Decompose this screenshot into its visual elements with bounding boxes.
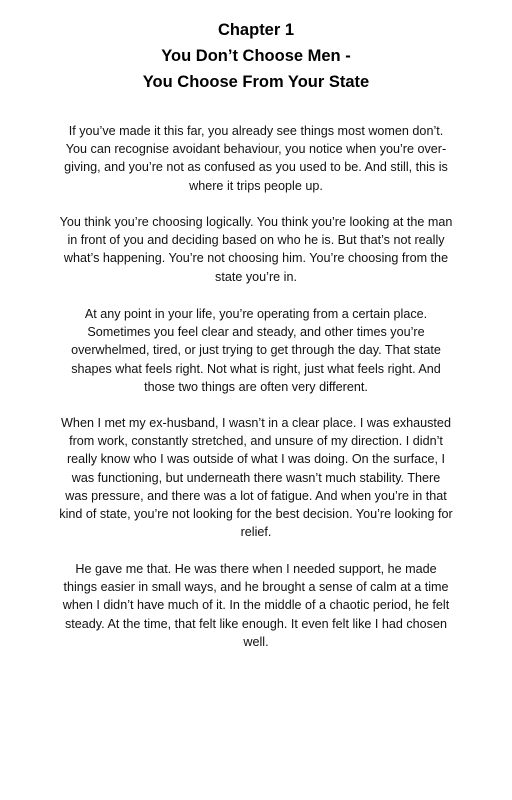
paragraph-line: Sometimes you feel clear and steady, and other times you’re bbox=[87, 325, 425, 340]
paragraph-line: what’s happening. You’re not choosing him. You’re choosing from the bbox=[63, 251, 449, 266]
paragraph-line: well. bbox=[243, 634, 269, 649]
paragraph-line: shapes what feels right. Not what is right, just what feels right. And bbox=[71, 361, 441, 376]
paragraph-5 bbox=[0, 560, 512, 651]
paragraph-line: was functioning, but underneath there wasn’t much stability. There bbox=[71, 470, 441, 485]
paragraph-line: You can recognise avoidant behaviour, you notice when you’re over- bbox=[65, 142, 447, 157]
paragraph-2 bbox=[0, 213, 512, 286]
paragraph-3 bbox=[0, 305, 512, 396]
paragraph-line: You think you’re choosing logically. You think you’re looking at the man bbox=[59, 215, 453, 229]
paragraph-line: was pressure, and there was a lot of fatigue. And when you’re in that bbox=[65, 488, 447, 503]
chapter-number: Chapter 1 bbox=[217, 21, 295, 39]
paragraph-line: things easier in small ways, and he brought a sense of calm at a time bbox=[63, 580, 449, 595]
chapter-title-line-2: You Choose From Your State bbox=[142, 73, 370, 91]
paragraph-1 bbox=[0, 122, 512, 195]
paragraph-line: giving, and you’re not as confused as you used to be. And still, this is bbox=[64, 160, 448, 175]
chapter-heading bbox=[0, 17, 512, 95]
paragraph-4 bbox=[0, 414, 512, 541]
chapter-title-line-1: You Don’t Choose Men - bbox=[161, 47, 351, 65]
paragraph-line: where it trips people up. bbox=[189, 178, 323, 193]
paragraph-line: When I met my ex-husband, I wasn’t in a clear place. I was exhausted bbox=[61, 416, 451, 430]
paragraph-line: If you’ve made it this far, you already see things most women don’t. bbox=[68, 124, 444, 138]
paragraph-line: in front of you and deciding based on who he is. But that’s not really bbox=[67, 233, 445, 248]
paragraph-line: He gave me that. He was there when I needed support, he made bbox=[75, 562, 437, 576]
paragraph-line: when I didn’t have much of it. In the middle of a chaotic period, he felt bbox=[62, 598, 450, 613]
paragraph-line: relief. bbox=[240, 525, 272, 540]
paragraph-line: those two things are often very different. bbox=[144, 379, 368, 394]
paragraph-line: from work, constantly stretched, and unsure of my direction. I didn’t bbox=[69, 434, 443, 449]
paragraph-line: state you’re in. bbox=[215, 269, 297, 284]
paragraph-line: really know who I was outside of what I was doing. On the surface, I bbox=[66, 452, 445, 467]
paragraph-line: At any point in your life, you’re operating from a certain place. bbox=[84, 307, 428, 321]
paragraph-line: kind of state, you’re not looking for the best decision. You’re looking for bbox=[59, 507, 453, 522]
paragraph-line: steady. At the time, that felt like enough. It even felt like I had chosen bbox=[64, 616, 447, 631]
paragraph-line: overwhelmed, tired, or just trying to get through the day. That state bbox=[71, 343, 441, 358]
